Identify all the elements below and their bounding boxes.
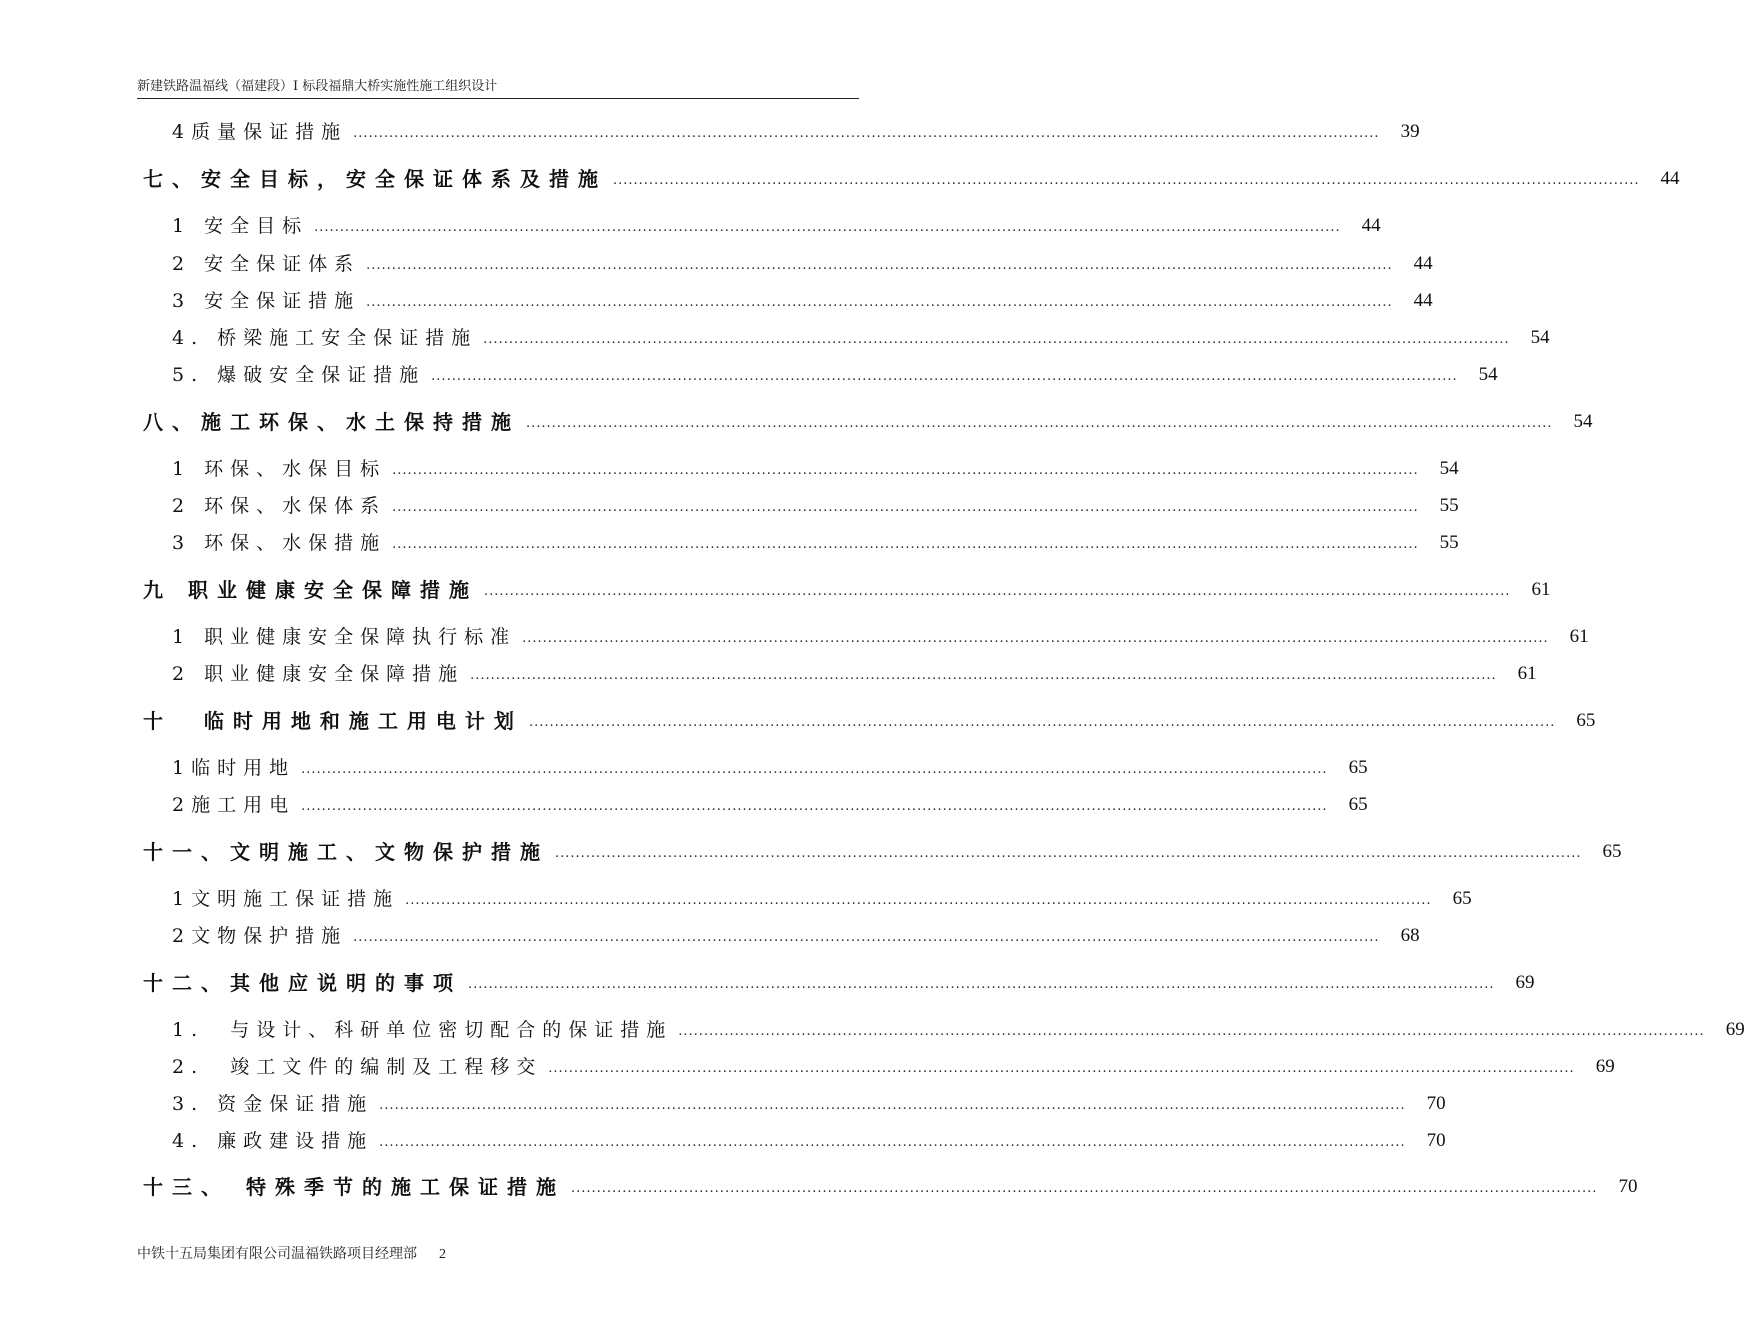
toc-entry-page: 70 bbox=[1426, 1093, 1446, 1114]
toc-entry-label: 3 环保、水保措施 bbox=[172, 532, 387, 554]
toc-entry-label: 八、施工环保、水土保持措施 bbox=[143, 410, 520, 434]
toc-entry[interactable] bbox=[0, 408, 1593, 436]
toc-entry-page: 65 bbox=[1348, 757, 1368, 778]
toc-entry-page: 61 bbox=[1517, 663, 1537, 684]
toc-leader-dots: ........................................................................................................................................................................................................ bbox=[379, 1135, 1406, 1150]
toc-leader-dots: ........................................................................................................................................................................................................ bbox=[392, 500, 1419, 515]
toc-entry-page: 54 bbox=[1439, 458, 1459, 479]
toc-leader-dots: ........................................................................................................................................................................................................ bbox=[526, 416, 1553, 431]
toc-entry-page: 61 bbox=[1569, 626, 1589, 647]
toc-entry[interactable] bbox=[0, 1053, 1615, 1081]
toc-entry[interactable] bbox=[0, 1127, 1446, 1155]
toc-entry-label: 3 安全保证措施 bbox=[172, 290, 361, 312]
toc-leader-dots: ........................................................................................................................................................................................................ bbox=[314, 220, 1341, 235]
toc-entry[interactable] bbox=[0, 118, 1420, 146]
toc-entry-label: 十 临时用地和施工用电计划 bbox=[143, 709, 523, 733]
toc-entry-label: 1. 与设计、科研单位密切配合的保证措施 bbox=[172, 1019, 673, 1041]
toc-entry[interactable] bbox=[0, 838, 1622, 866]
toc-leader-dots: ........................................................................................................................................................................................................ bbox=[366, 295, 1393, 310]
toc-entry-page: 65 bbox=[1348, 794, 1368, 815]
toc-entry-label: 七、安全目标，安全保证体系及措施 bbox=[143, 167, 607, 191]
toc-leader-dots: ........................................................................................................................................................................................................ bbox=[528, 715, 1556, 730]
toc-entry[interactable] bbox=[0, 1173, 1638, 1201]
toc-entry-label: 4. 桥梁施工安全保证措施 bbox=[172, 327, 478, 349]
toc-entry-page: 61 bbox=[1531, 579, 1551, 600]
toc-entry-page: 55 bbox=[1439, 495, 1459, 516]
toc-leader-dots: ........................................................................................................................................................................................................ bbox=[392, 537, 1419, 552]
toc-leader-dots: ........................................................................................................................................................................................................ bbox=[522, 631, 1549, 646]
toc-entry-label: 4. 廉政建设措施 bbox=[172, 1130, 374, 1152]
toc-entry-label: 2. 竣工文件的编制及工程移交 bbox=[172, 1056, 543, 1078]
toc-entry-page: 44 bbox=[1413, 290, 1433, 311]
toc-entry-label: 九 职业健康安全保障措施 bbox=[143, 578, 478, 602]
toc-leader-dots: ........................................................................................................................................................................................................ bbox=[678, 1024, 1705, 1039]
toc-entry[interactable] bbox=[0, 361, 1498, 389]
toc-entry-page: 70 bbox=[1426, 1130, 1446, 1151]
toc-entry-label: 十二、其他应说明的事项 bbox=[143, 971, 462, 995]
toc-entry-page: 54 bbox=[1530, 327, 1550, 348]
toc-leader-dots: ........................................................................................................................................................................................................ bbox=[366, 258, 1393, 273]
page-footer bbox=[137, 1243, 446, 1263]
toc-entry-page: 65 bbox=[1602, 841, 1622, 862]
header-title: 新建铁路温福线（福建段）I 标段福鼎大桥实施性施工组织设计 bbox=[137, 79, 498, 94]
toc-leader-dots: ........................................................................................................................................................................................................ bbox=[548, 1061, 1575, 1076]
toc-entry-page: 44 bbox=[1413, 253, 1433, 274]
toc-entry-page: 65 bbox=[1452, 888, 1472, 909]
toc-leader-dots: ........................................................................................................................................................................................................ bbox=[301, 762, 1328, 777]
toc-entry[interactable] bbox=[0, 969, 1535, 997]
toc-entry-label: 5. 爆破安全保证措施 bbox=[172, 364, 426, 386]
toc-leader-dots: ........................................................................................................................................................................................................ bbox=[392, 463, 1419, 478]
toc-entry[interactable] bbox=[0, 623, 1589, 651]
toc-entry-label: 3. 资金保证措施 bbox=[172, 1093, 374, 1115]
toc-entry-page: 70 bbox=[1618, 1176, 1638, 1197]
toc-entry-page: 65 bbox=[1576, 710, 1596, 731]
toc-entry-label: 2文物保护措施 bbox=[172, 925, 348, 947]
toc-entry-page: 69 bbox=[1515, 972, 1535, 993]
toc-entry-page: 39 bbox=[1400, 121, 1420, 142]
toc-leader-dots: ........................................................................................................................................................................................................ bbox=[468, 977, 1495, 992]
toc-entry-label: 4质量保证措施 bbox=[172, 121, 348, 143]
toc-entry-label: 2 职业健康安全保障措施 bbox=[172, 663, 465, 685]
toc-entry[interactable] bbox=[0, 754, 1368, 782]
toc-entry[interactable] bbox=[0, 1090, 1446, 1118]
toc-entry-label: 1临时用地 bbox=[172, 757, 296, 779]
footer-org: 中铁十五局集团有限公司温福铁路项目经理部 bbox=[137, 1246, 417, 1262]
toc-entry-label: 2 环保、水保体系 bbox=[172, 495, 387, 517]
toc-entry[interactable] bbox=[0, 492, 1459, 520]
toc-entry-page: 54 bbox=[1478, 364, 1498, 385]
toc-entry-page: 68 bbox=[1400, 925, 1420, 946]
toc-entry[interactable] bbox=[0, 660, 1537, 688]
toc-leader-dots: ........................................................................................................................................................................................................ bbox=[431, 369, 1458, 384]
toc-entry-label: 十一、文明施工、文物保护措施 bbox=[143, 840, 549, 864]
toc-entry[interactable] bbox=[0, 165, 1680, 193]
toc-entry[interactable] bbox=[0, 885, 1472, 913]
toc-leader-dots: ........................................................................................................................................................................................................ bbox=[353, 930, 1380, 945]
page-number: 2 bbox=[439, 1247, 446, 1262]
toc-entry[interactable] bbox=[0, 791, 1368, 819]
toc-entry[interactable] bbox=[0, 707, 1596, 735]
toc-entry-label: 1 环保、水保目标 bbox=[172, 458, 387, 480]
toc-entry-label: 十三、 特殊季节的施工保证措施 bbox=[143, 1175, 565, 1199]
toc-leader-dots: ........................................................................................................................................................................................................ bbox=[483, 332, 1510, 347]
toc-entry-page: 44 bbox=[1361, 215, 1381, 236]
toc-entry-page: 54 bbox=[1573, 411, 1593, 432]
toc-leader-dots: ........................................................................................................................................................................................................ bbox=[301, 799, 1328, 814]
toc-entry[interactable] bbox=[0, 922, 1420, 950]
toc-leader-dots: ........................................................................................................................................................................................................ bbox=[570, 1181, 1598, 1196]
toc-entry-page: 55 bbox=[1439, 532, 1459, 553]
toc-leader-dots: ........................................................................................................................................................................................................ bbox=[353, 126, 1380, 141]
toc-entry[interactable] bbox=[0, 212, 1381, 240]
toc-entry[interactable] bbox=[0, 250, 1433, 278]
toc-leader-dots: ........................................................................................................................................................................................................ bbox=[613, 173, 1640, 188]
toc-entry-page: 44 bbox=[1660, 168, 1680, 189]
toc-entry[interactable] bbox=[0, 324, 1550, 352]
toc-leader-dots: ........................................................................................................................................................................................................ bbox=[379, 1098, 1406, 1113]
toc-entry[interactable] bbox=[0, 287, 1433, 315]
toc-entry-page: 69 bbox=[1595, 1056, 1615, 1077]
toc-entry-label: 2 安全保证体系 bbox=[172, 253, 361, 275]
toc-leader-dots: ........................................................................................................................................................................................................ bbox=[470, 668, 1497, 683]
toc-entry[interactable] bbox=[0, 529, 1459, 557]
toc-leader-dots: ........................................................................................................................................................................................................ bbox=[555, 846, 1582, 861]
toc-entry-label: 1 职业健康安全保障执行标准 bbox=[172, 626, 517, 648]
toc-entry[interactable] bbox=[0, 576, 1551, 604]
toc-leader-dots: ........................................................................................................................................................................................................ bbox=[405, 893, 1432, 908]
toc-entry-label: 2施工用电 bbox=[172, 794, 296, 816]
toc-entry-page: 69 bbox=[1725, 1019, 1745, 1040]
toc-entry[interactable] bbox=[0, 1016, 1745, 1044]
toc-entry-label: 1文明施工保证措施 bbox=[172, 888, 400, 910]
toc-entry-label: 1 安全目标 bbox=[172, 215, 309, 237]
toc-entry[interactable] bbox=[0, 455, 1459, 483]
toc-leader-dots: ........................................................................................................................................................................................................ bbox=[483, 584, 1511, 599]
